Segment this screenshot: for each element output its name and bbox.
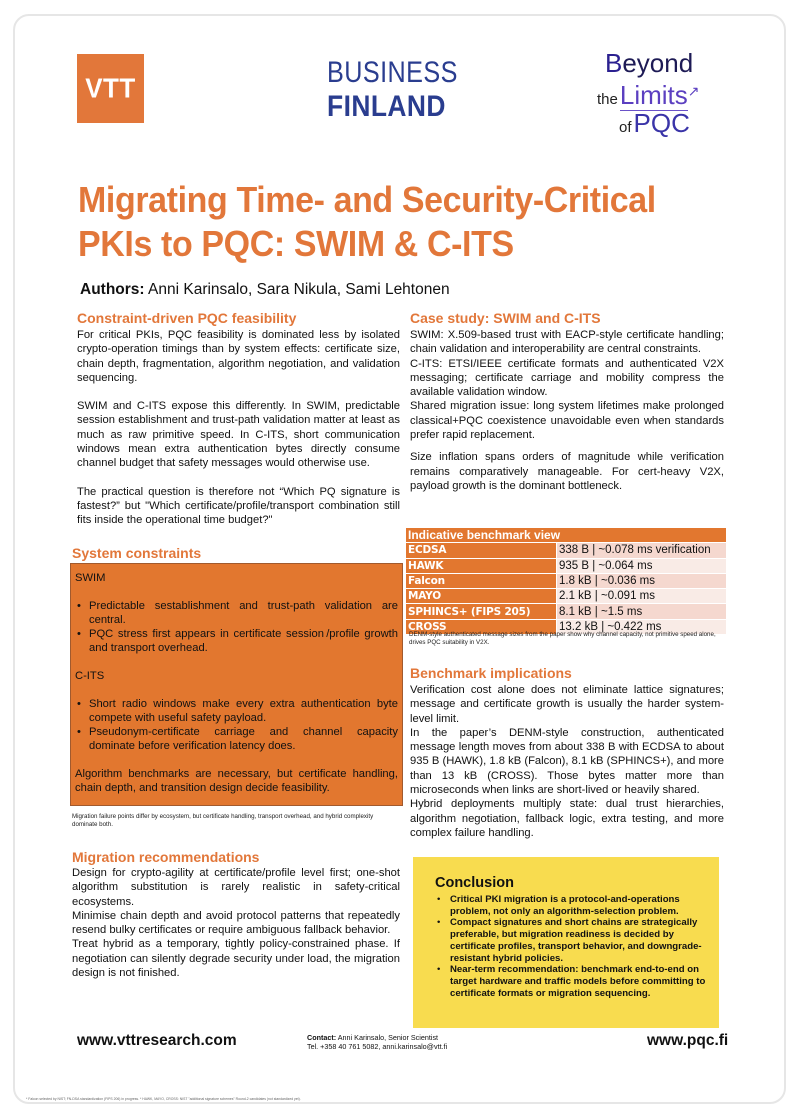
section-constraint-driven <box>77 310 400 528</box>
paragraph: Design for crypto-agility at certificate/profile level first; one-shot algorithm substitution is rarely realistic in safety-critical ecosystems. <box>72 867 400 908</box>
vtt-website-link[interactable]: www.vttresearch.com <box>77 1032 237 1049</box>
poster-title <box>78 178 710 266</box>
of-pqc-text <box>619 110 690 136</box>
paragraph: The practical question is therefore not “Which PQ signature is fastest?” but "Which certificate/profile/transport combination still fits inside the operational time budget?" <box>77 485 400 527</box>
system-constraints-box <box>70 563 403 806</box>
cits-list <box>75 697 398 753</box>
algo-cell: HAWK <box>406 558 557 573</box>
paragraph: Shared migration issue: long system lifetimes make prolonged classical+PQC coexistence unavoidable even when standards prefer rapid replacement. <box>410 400 724 442</box>
paragraph: Hybrid deployments multiply state: dual trust hierarchies, algorithm negotiation, fallback logic, extra testing, and more complex failure handling. <box>410 798 724 839</box>
section-body <box>72 866 400 980</box>
arrow-up-right-icon: ↗ <box>687 83 700 99</box>
of-word: of <box>619 119 632 136</box>
contact-details: Tel. +358 40 761 5082, anni.karinsalo@vtt.fi <box>307 1042 448 1051</box>
beyond-the-limits-logo <box>597 48 722 138</box>
vtt-logo <box>77 54 144 123</box>
section-heading: Benchmark implications <box>410 665 572 681</box>
conclusion-list <box>435 894 709 999</box>
paragraph: Verification cost alone does not eliminate lattice signatures; message and certificate growth is usually the harder system-level limit. <box>410 684 724 725</box>
footnote: * Falcon selected by NIST; FN-DSA standardization (FIPS 206) in progress. * HAWK, MAYO, CROSS: NIST "additional signature schemes" Round-2 candidates (not standardized yet). <box>26 1097 301 1101</box>
list-item: • PQC stress first appears in certificate session /profile growth and transport overhead. <box>89 627 398 655</box>
conclusion-heading: Conclusion <box>435 875 514 891</box>
system-caption: Migration failure points differ by ecosystem, but certificate handling, transport overhead, and hybrid complexity dominate both. <box>72 813 374 828</box>
list-item: • Short radio windows make every extra authentication byte compete with useful safety payload. <box>89 697 398 725</box>
paragraph: C-ITS: ETSI/IEEE certificate formats and authenticated V2X messaging; certificate carriage and mobility compress the available validation window. <box>410 357 724 399</box>
list-item: • Near-term recommendation: benchmark end-to-end on target hardware and traffic models before committing to certificate formats or migration sequencing. <box>450 964 709 999</box>
system-constraints-heading: System constraints <box>72 545 202 561</box>
section-implications <box>410 665 724 840</box>
list-item: • Compact signatures and short chains are strategically preferable, but migration readiness is decided by certificate profiles, transport behavior, and downgrade-resistant hybrid policies. <box>450 917 709 964</box>
contact-name: Anni Karinsalo, Senior Scientist <box>337 1033 439 1042</box>
section-migration <box>72 849 400 980</box>
benchmark-table <box>406 528 726 635</box>
conclusion-box <box>413 857 719 1028</box>
paragraph: SWIM and C-ITS expose this differently. In SWIM, predictable session establishment and trust-path validation matter at least as much as raw primitive speed. In C-ITS, short communication windows mean extra authentication bytes directly consume channel budget that safety messages would otherwise use. <box>77 400 400 470</box>
business-finland-line1: BUSINESS <box>327 56 458 89</box>
paragraph: For critical PKIs, PQC feasibility is dominated less by isolated crypto-operation timings than by system effects: certificate size, chain depth, fragmentation, algorithm negotiation, and validation sequencing. <box>77 329 400 384</box>
value-cell: 935 B | ~0.064 ms <box>557 558 727 573</box>
authors <box>80 281 450 299</box>
table-header-row <box>406 528 726 543</box>
business-finland-logo <box>327 58 477 122</box>
list-item: • Predictable sestablishment and trust-path validation are central. <box>89 599 398 627</box>
swim-list <box>75 599 398 655</box>
algo-cell: SPHINCS+ (FIPS 205) <box>406 604 557 619</box>
swim-label: SWIM <box>75 572 106 584</box>
beyond-text <box>605 50 693 76</box>
the-limits-text <box>597 82 700 108</box>
algo-cell: Falcon <box>406 573 557 588</box>
benchmark-caption: DENM-style authenticated message sizes from the paper show why channel capacity, not primitive speed alone, drives PQC suitability in V2X. <box>409 631 716 646</box>
value-cell: 8.1 kB | ~1.5 ms <box>557 604 727 619</box>
value-cell: 338 B | ~0.078 ms verification <box>557 543 727 558</box>
table-row <box>406 573 726 588</box>
value-cell: 2.1 kB | ~0.091 ms <box>557 589 727 604</box>
business-finland-line2: FINLAND <box>327 90 446 123</box>
paragraph: SWIM: X.509-based trust with EACP-style certificate handling; chain validation and interoperability are central constraints. <box>410 329 724 356</box>
cits-label: C-ITS <box>75 670 105 682</box>
vtt-logo-text: VTT <box>85 72 136 104</box>
list-item: • Critical PKI migration is a protocol-and-operations problem, not only an algorithm-selection problem. <box>450 894 709 917</box>
section-body <box>77 328 400 528</box>
value-cell: 1.8 kB | ~0.036 ms <box>557 573 727 588</box>
table-row <box>406 604 726 619</box>
section-body <box>410 328 724 493</box>
table-row <box>406 543 726 558</box>
value-cell: 13.2 kB | ~0.422 ms <box>557 619 727 634</box>
the-word: the <box>597 91 618 108</box>
section-body <box>410 683 724 840</box>
section-heading: Case study: SWIM and C-ITS <box>410 310 601 326</box>
algo-cell: MAYO <box>406 589 557 604</box>
table-header: Indicative benchmark view <box>406 528 726 543</box>
contact-info <box>307 1033 447 1051</box>
section-heading: Constraint-driven PQC feasibility <box>77 310 297 326</box>
list-item: • Pseudonym-certificate carriage and channel capacity dominate before verification latency does. <box>89 725 398 753</box>
paragraph: Size inflation spans orders of magnitude while verification remains comparatively manageable. For cert-heavy V2X, payload growth is the dominant bottleneck. <box>410 451 724 492</box>
contact-label: Contact: <box>307 1033 337 1042</box>
limits-word: Limits <box>619 80 688 110</box>
title-line-1: Migrating Time- and Security-Critical <box>78 179 656 220</box>
authors-label: Authors: <box>80 281 145 298</box>
algo-cell: CROSS <box>406 619 557 634</box>
table-row <box>406 589 726 604</box>
algo-cell: ECDSA <box>406 543 557 558</box>
beyond-initial: B <box>605 48 623 78</box>
system-summary: Algorithm benchmarks are necessary, but certificate handling, chain depth, and transition design decide feasibility. <box>75 768 398 794</box>
table-row <box>406 558 726 573</box>
paragraph: Treat hybrid as a temporary, tightly policy-constrained phase. If negotiation can silently degrade security under load, the migration design is not finished. <box>72 938 400 980</box>
paragraph: Minimise chain depth and avoid protocol patterns that repeatedly resend bulky certificates or require ambiguous fallback behavior. <box>72 909 400 937</box>
section-case-study <box>410 310 724 493</box>
paragraph: In the paper’s DENM-style construction, authenticated message length moves from about 338 B with ECDSA to about 935 B (HAWK), 1.8 kB (Falcon), 8.1 kB (SPHINCS+), and more than 13 kB (CROSS). Those bytes matter more than microseconds when links are short-lived or heavily shared. <box>410 726 724 797</box>
pqc-word: PQC <box>633 108 690 138</box>
section-heading: Migration recommendations <box>72 849 260 865</box>
pqc-website-link[interactable]: www.pqc.fi <box>647 1032 729 1049</box>
authors-names: Anni Karinsalo, Sara Nikula, Sami Lehtonen <box>148 281 450 298</box>
beyond-rest: eyond <box>622 48 694 78</box>
title-line-2: PKIs to PQC: SWIM & C-ITS <box>78 223 514 264</box>
